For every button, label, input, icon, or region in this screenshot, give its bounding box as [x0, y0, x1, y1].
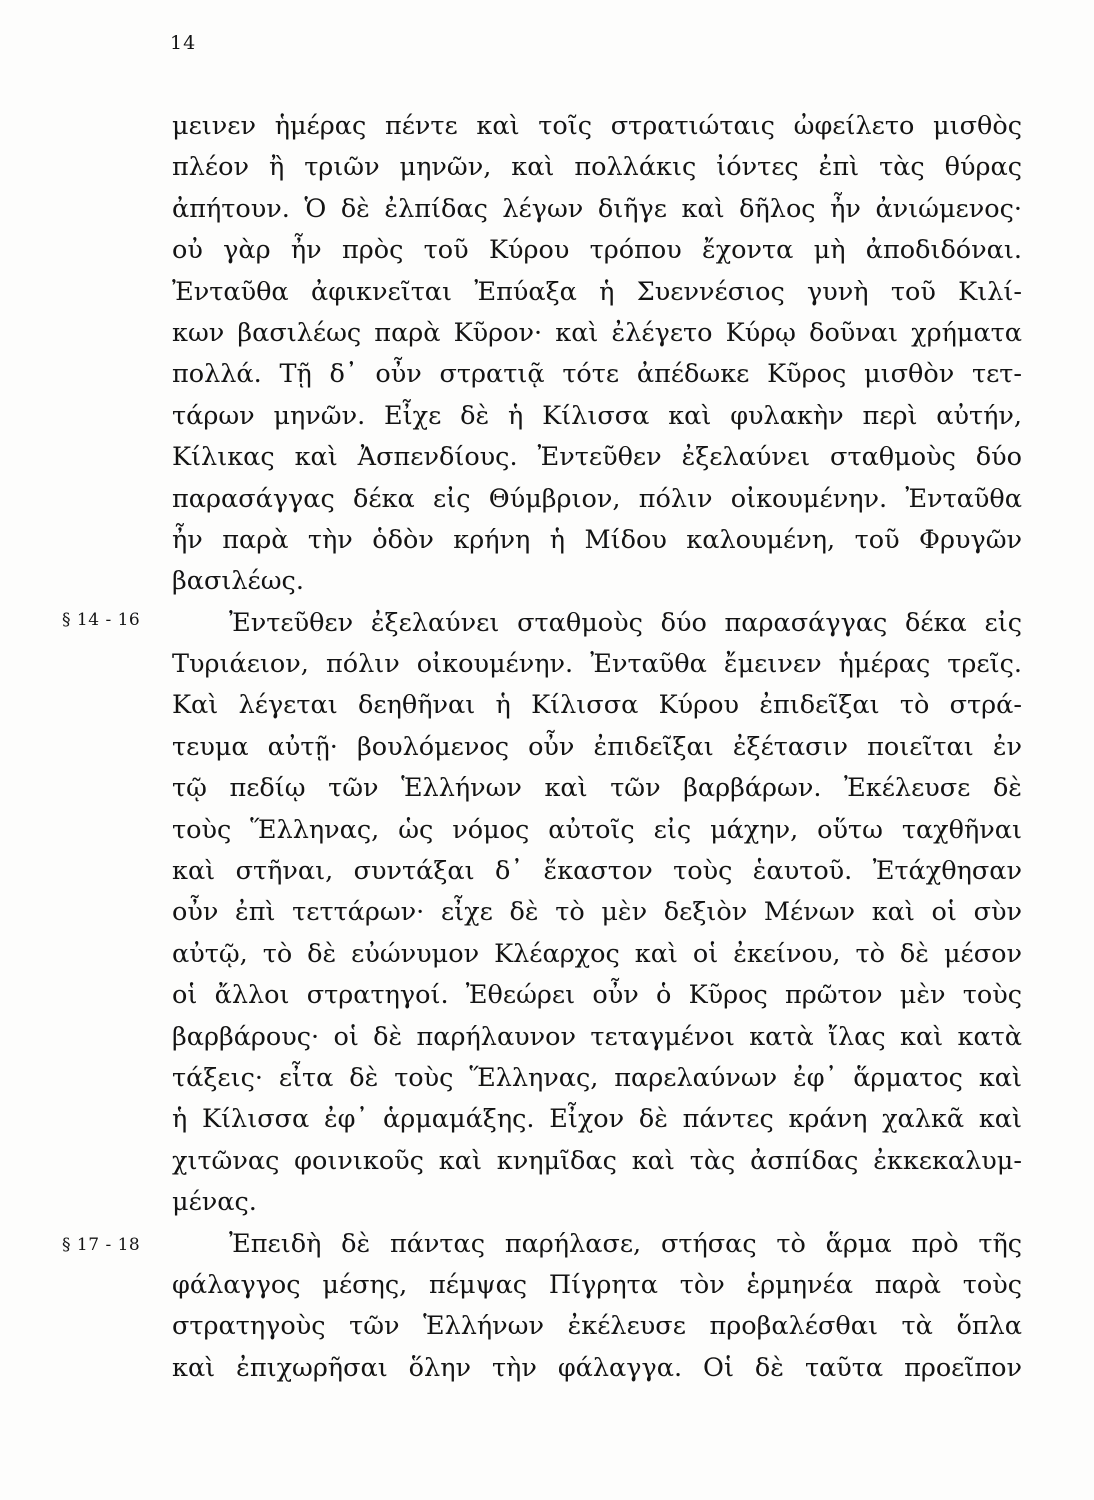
text-line: βασιλέως. — [172, 566, 304, 597]
text-line: ἦν παρὰ τὴν ὁδὸν κρήνη ἡ Μίδου καλουμένη, τοῦ Φρυγῶν — [172, 524, 1022, 555]
greek-text-body — [172, 106, 1022, 1389]
text-line: Ἐντεῦθεν ἐξελαύνει σταθμοὺς δύο παρασάγγας δέκα εἰς — [229, 607, 1022, 638]
text-line: φάλαγγος μέσης, πέμψας Πίγρητα τὸν ἑρμηνέα παρὰ τοὺς — [172, 1269, 1022, 1300]
page-number: 14 — [170, 32, 197, 54]
text-line: χιτῶνας φοινικοῦς καὶ κνημῖδας καὶ τὰς ἀσπίδας ἐκκεκαλυμ- — [172, 1145, 1022, 1176]
text-line: ἡ Κίλισσα ἐφ᾽ ἁρμαμάξης. Εἶχον δὲ πάντες κράνη χαλκᾶ καὶ — [172, 1104, 1022, 1135]
text-line: Καὶ λέγεται δεηθῆναι ἡ Κίλισσα Κύρου ἐπιδεῖξαι τὸ στρά- — [172, 690, 1022, 721]
text-line: στρατηγοὺς τῶν Ἑλλήνων ἐκέλευσε προβαλέσθαι τὰ ὅπλα — [172, 1311, 1022, 1342]
text-line: τοὺς Ἕλληνας, ὡς νόμος αὐτοῖς εἰς μάχην, οὕτω ταχθῆναι — [172, 814, 1022, 845]
text-line: οὐ γὰρ ἦν πρὸς τοῦ Κύρου τρόπου ἔχοντα μὴ ἀποδιδόναι. — [172, 235, 1022, 266]
text-line: παρασάγγας δέκα εἰς Θύμβριον, πόλιν οἰκουμένην. Ἐνταῦθα — [172, 483, 1022, 514]
text-line: Ἐπειδὴ δὲ πάντας παρήλασε, στήσας τὸ ἅρμα πρὸ τῆς — [229, 1228, 1022, 1259]
text-line: Ἐνταῦθα ἀφικνεῖται Ἐπύαξα ἡ Συεννέσιος γυνὴ τοῦ Κιλί- — [172, 276, 1022, 307]
text-line: αὐτῷ, τὸ δὲ εὐώνυμον Κλέαρχος καὶ οἱ ἐκείνου, τὸ δὲ μέσον — [172, 938, 1022, 969]
text-line: τάρων μηνῶν. Εἶχε δὲ ἡ Κίλισσα καὶ φυλακὴν περὶ αὐτήν, — [172, 400, 1022, 431]
text-line: βαρβάρους· οἱ δὲ παρήλαυνον τεταγμένοι κατὰ ἴλας καὶ κατὰ — [172, 1021, 1022, 1052]
text-line: μένας. — [172, 1187, 257, 1218]
text-line: τευμα αὐτῇ· βουλόμενος οὖν ἐπιδεῖξαι ἐξέτασιν ποιεῖται ἐν — [172, 731, 1022, 762]
text-line: πλέον ἢ τριῶν μηνῶν, καὶ πολλάκις ἰόντες ἐπὶ τὰς θύρας — [172, 152, 1022, 183]
margin-section-note: § 17 - 18 — [62, 1235, 141, 1255]
text-line: Τυριάειον, πόλιν οἰκουμένην. Ἐνταῦθα ἔμεινεν ἡμέρας τρεῖς. — [172, 649, 1022, 680]
text-line: πολλά. Τῇ δ᾽ οὖν στρατιᾷ τότε ἀπέδωκε Κῦρος μισθὸν τετ- — [172, 359, 1022, 390]
text-line: καὶ στῆναι, συντάξαι δ᾽ ἕκαστον τοὺς ἑαυτοῦ. Ἐτάχθησαν — [172, 856, 1022, 887]
text-line: τῷ πεδίῳ τῶν Ἑλλήνων καὶ τῶν βαρβάρων. Ἐκέλευσε δὲ — [172, 773, 1022, 804]
text-line: κων βασιλέως παρὰ Κῦρον· καὶ ἐλέγετο Κύρῳ δοῦναι χρήματα — [172, 317, 1022, 348]
margin-section-note: § 14 - 16 — [62, 610, 141, 630]
text-line: τάξεις· εἶτα δὲ τοὺς Ἕλληνας, παρελαύνων ἐφ᾽ ἅρματος καὶ — [172, 1062, 1022, 1093]
text-line: καὶ ἐπιχωρῆσαι ὅλην τὴν φάλαγγα. Οἱ δὲ ταῦτα προεῖπον — [172, 1352, 1022, 1383]
text-line: μεινεν ἡμέρας πέντε καὶ τοῖς στρατιώταις ὠφείλετο μισθὸς — [172, 111, 1022, 141]
text-line: οὖν ἐπὶ τεττάρων· εἶχε δὲ τὸ μὲν δεξιὸν Μένων καὶ οἱ σὺν — [172, 897, 1022, 928]
text-line: οἱ ἄλλοι στρατηγοί. Ἐθεώρει οὖν ὁ Κῦρος πρῶτον μὲν τοὺς — [172, 980, 1022, 1011]
text-line: ἀπήτουν. Ὁ δὲ ἐλπίδας λέγων διῆγε καὶ δῆλος ἦν ἀνιώμενος· — [172, 193, 1022, 224]
text-line: Κίλικας καὶ Ἀσπενδίους. Ἐντεῦθεν ἐξελαύνει σταθμοὺς δύο — [172, 442, 1022, 473]
